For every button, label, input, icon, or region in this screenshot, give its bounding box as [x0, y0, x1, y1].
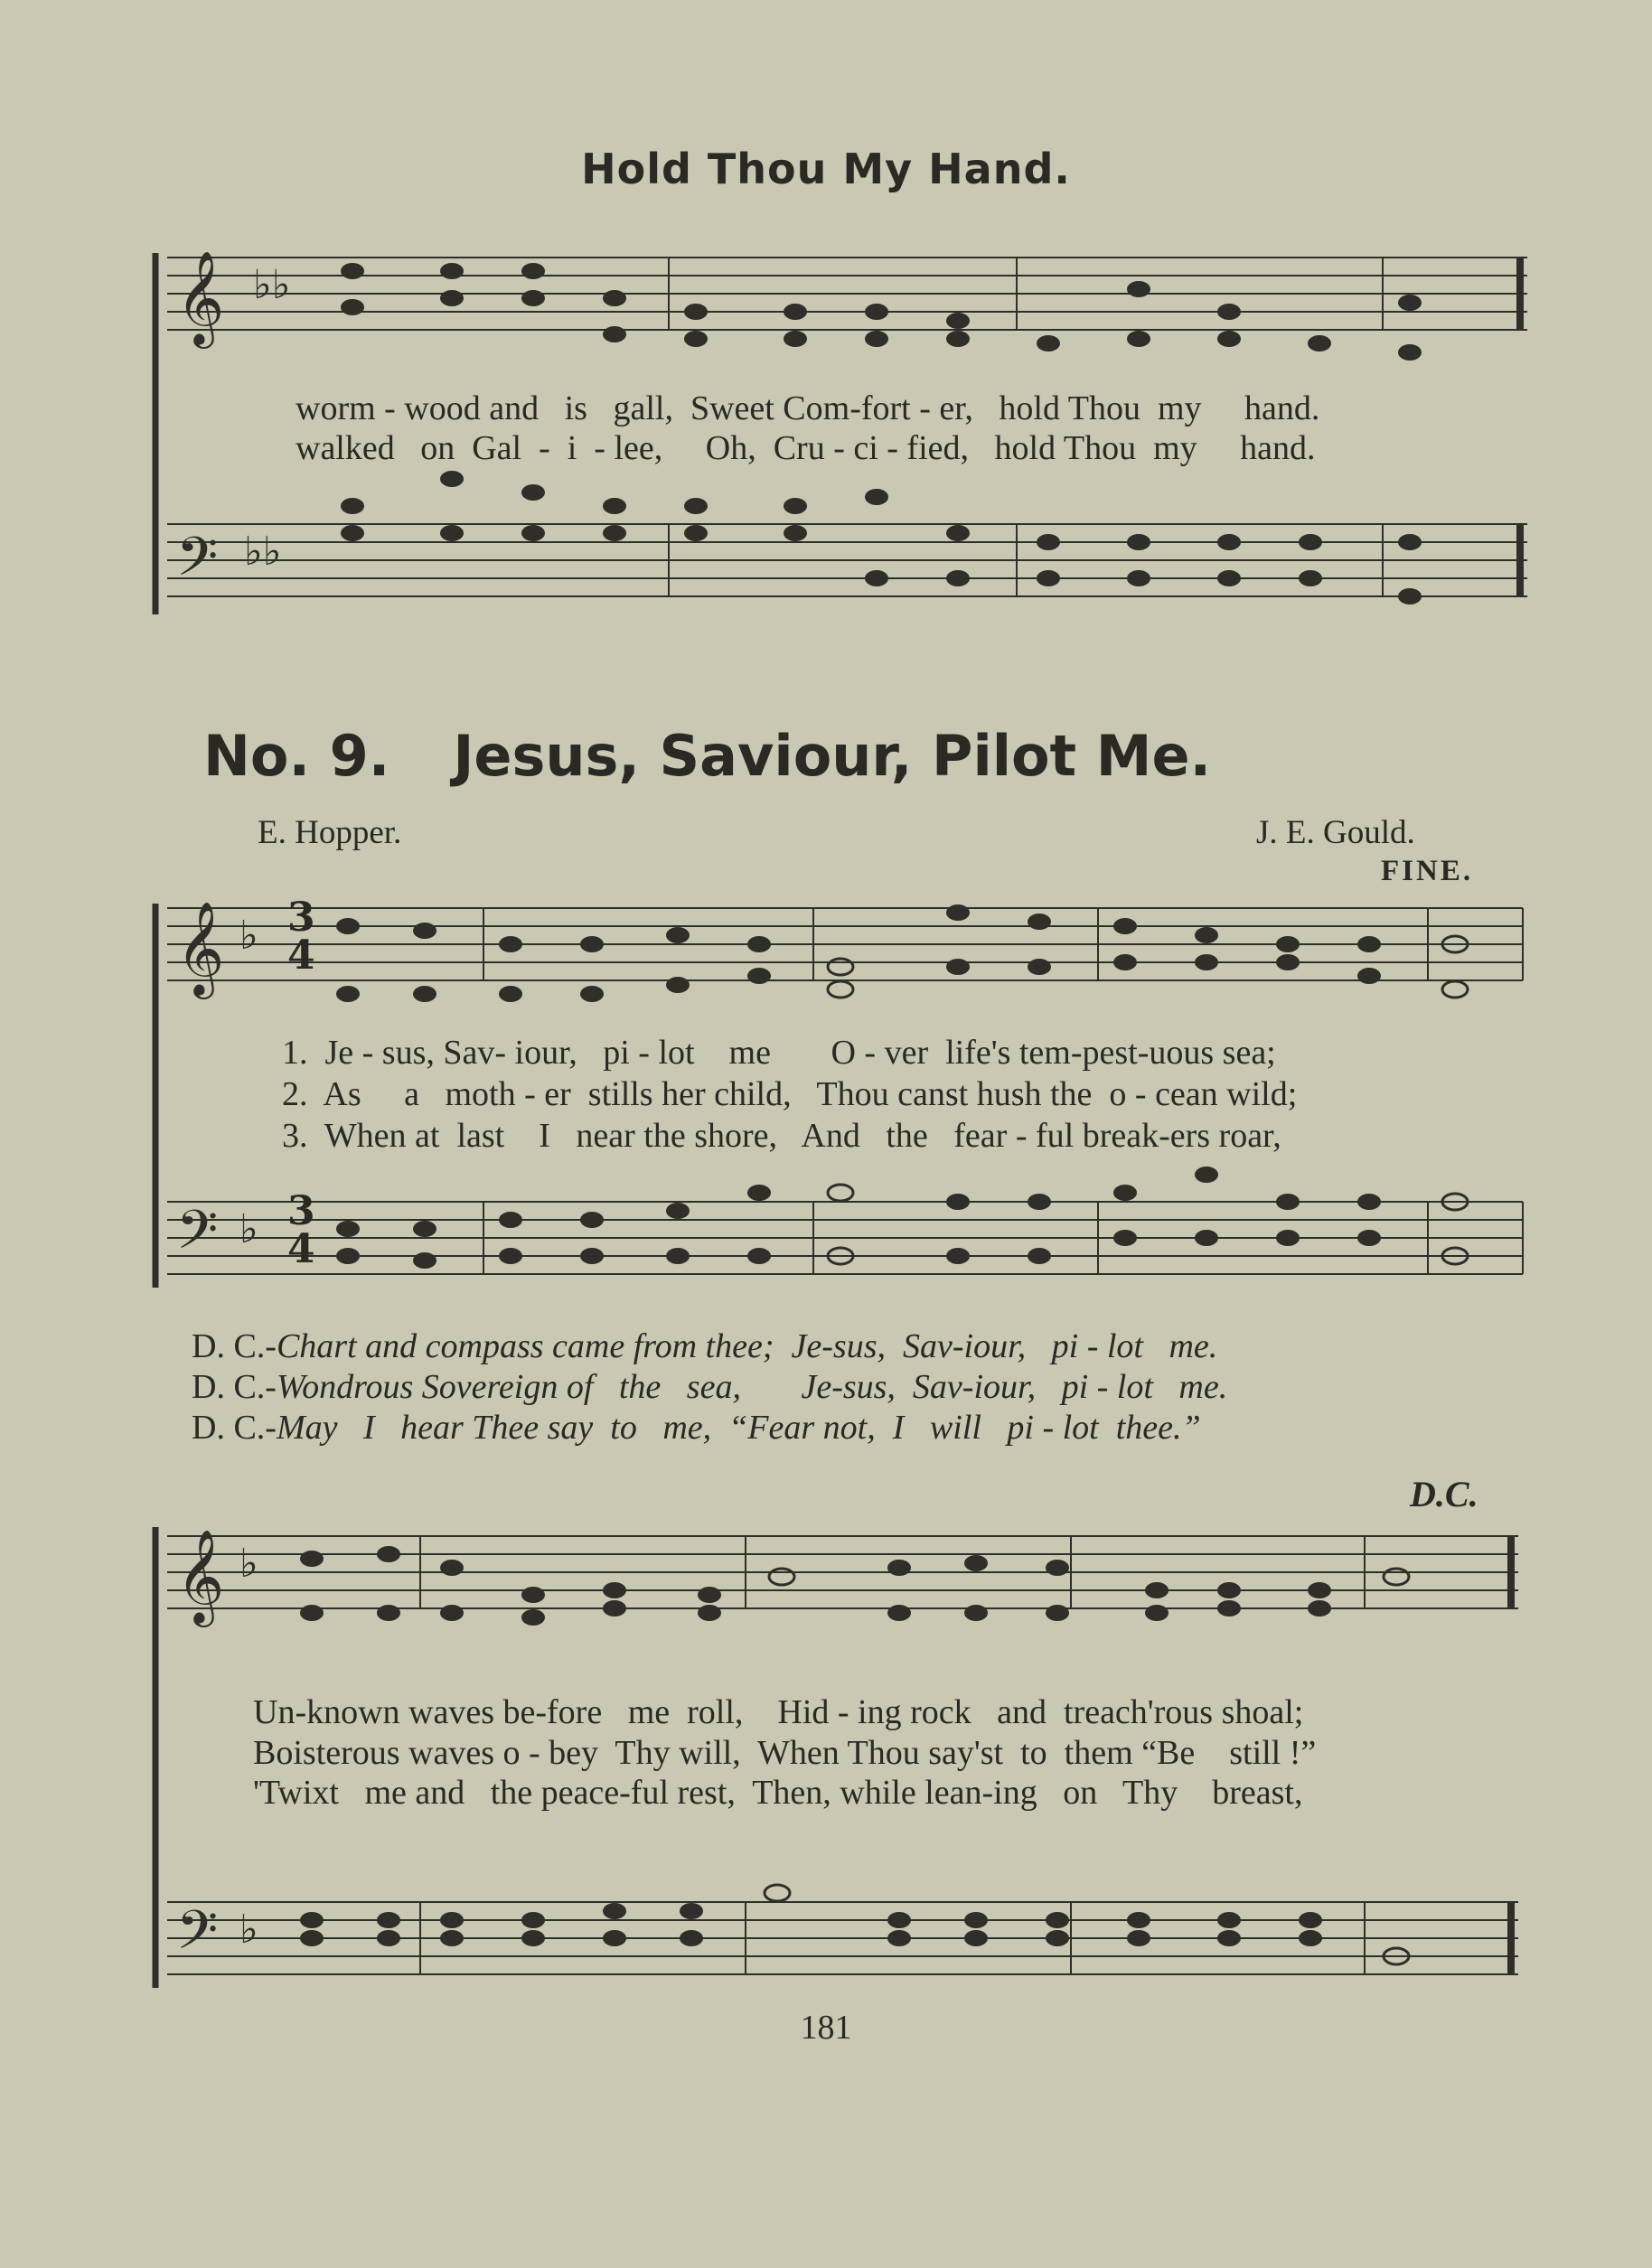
verse-line-3: 3. When at last I near the shore, And the fear - ful break-ers roar,	[282, 1117, 1281, 1155]
verse-line-2: 2. As a moth - er stills her child, Thou canst hush the o - cean wild;	[282, 1075, 1298, 1113]
svg-text:𝄞: 𝄞	[176, 904, 225, 994]
svg-text:♭: ♭	[239, 1907, 258, 1952]
time-signature: 3 4	[287, 895, 315, 979]
svg-text:𝄢: 𝄢	[176, 1901, 219, 1973]
page-number: 181	[800, 2009, 852, 2047]
svg-text:♭♭: ♭♭	[244, 530, 282, 574]
svg-text:♭: ♭	[239, 1542, 258, 1586]
dc-line-1: D. C.-Chart and compass came from thee; Je-sus, Sav-iour, pi - lot me.	[192, 1327, 1218, 1365]
refrain-line-2: Boisterous waves o - bey Thy will, When Thou say'st to them “Be still !”	[253, 1734, 1317, 1772]
author-credit: E. Hopper.	[258, 814, 402, 851]
svg-text:𝄢: 𝄢	[176, 1201, 219, 1273]
hymn-title: Jesus, Saviour, Pilot Me.	[453, 723, 1212, 789]
composer-credit: J. E. Gould.	[1256, 814, 1415, 851]
lyric-line: walked on Gal - i - lee, Oh, Cru - ci - fied, hold Thou my hand.	[296, 429, 1316, 467]
svg-text:♭: ♭	[239, 1207, 258, 1251]
dc-line-3: D. C.-May I hear Thee say to me, “Fear not, I will pi - lot thee.”	[192, 1409, 1201, 1447]
svg-text:♭: ♭	[239, 914, 258, 958]
svg-text:𝄞: 𝄞	[176, 254, 225, 343]
lyric-line: worm - wood and is gall, Sweet Com-fort - er, hold Thou my hand.	[296, 389, 1320, 427]
fine-marking: FINE.	[1381, 855, 1474, 887]
svg-text:𝄞: 𝄞	[176, 1532, 225, 1622]
dc-marking: D.C.	[1410, 1474, 1478, 1514]
hymn-number: No. 9.	[203, 723, 390, 789]
svg-text:𝄢: 𝄢	[176, 528, 219, 600]
hymn-heading	[203, 723, 1211, 789]
hymn-title-hold-thou-my-hand: Hold Thou My Hand.	[581, 145, 1071, 193]
refrain-line-3: 'Twixt me and the peace-ful rest, Then, while lean-ing on Thy breast,	[253, 1774, 1303, 1812]
refrain-line-1: Un-known waves be-fore me roll, Hid - ing rock and treach'rous shoal;	[253, 1693, 1304, 1731]
verse-line-1: 1. Je - sus, Sav- iour, pi - lot me O - ver life's tem-pest-uous sea;	[282, 1034, 1276, 1072]
time-signature-bass: 3 4	[287, 1188, 315, 1272]
dc-line-2: D. C.-Wondrous Sovereign of the sea, Je-sus, Sav-iour, pi - lot me.	[192, 1368, 1228, 1406]
svg-text:♭♭: ♭♭	[253, 263, 291, 307]
